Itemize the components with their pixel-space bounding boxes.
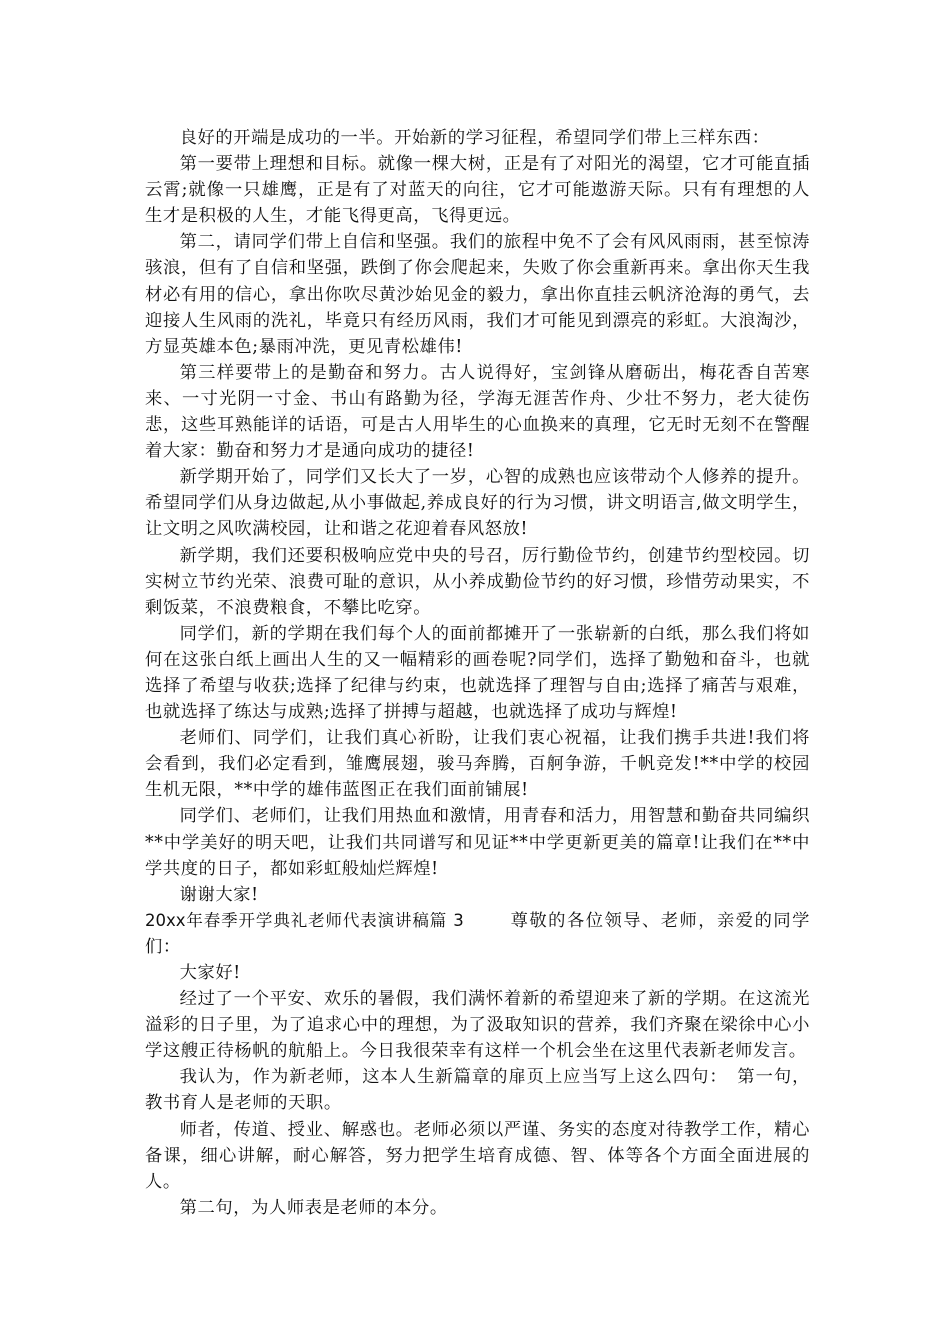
- paragraph: 经过了一个平安、欢乐的暑假，我们满怀着新的希望迎来了新的学期。在这流光溢彩的日子里，为了追求心中的理想，为了汲取知识的营养，我们齐聚在梁徐中心小学这艘正待杨帆的航船上。今日我很荣幸有这样一个机会坐在这里代表新老师发言。: [145, 989, 810, 1062]
- paragraph: 同学们，新的学期在我们每个人的面前都摊开了一张崭新的白纸，那么我们将如何在这张白纸上画出人生的又一幅精彩的画卷呢?同学们，选择了勤勉和奋斗，也就选择了希望与收获;选择了纪律与约束，也就选择了理智与自由;选择了痛苦与艰难，也就选择了练达与成熟;选择了拼搏与超越，也就选择了成功与辉煌!: [145, 623, 810, 723]
- paragraph: 第三样要带上的是勤奋和努力。古人说得好，宝剑锋从磨砺出，梅花香自苦寒来、一寸光阴一寸金、书山有路勤为径，学海无涯苦作舟、少壮不努力，老大徒伤悲，这些耳熟能详的话语，可是古人用毕生的心血换来的真理，它无时无刻不在警醒着大家：勤奋和努力才是通向成功的捷径!: [145, 362, 810, 462]
- paragraph: 大家好!: [179, 963, 241, 983]
- section-title: 20xx年春季开学典礼老师代表演讲稿篇 3: [145, 910, 464, 930]
- paragraph: 良好的开端是成功的一半。开始新的学习征程，希望同学们带上三样东西：: [179, 128, 770, 148]
- paragraph: 老师们、同学们，让我们真心祈盼，让我们衷心祝福，让我们携手共进!我们将会看到，我们必定看到，雏鹰展翅，骏马奔腾，百舸争游，千帆竞发!**中学的校园生机无限，**中学的雄伟蓝图正在我们面前铺展!: [145, 728, 810, 801]
- document-body: [145, 125, 810, 1221]
- paragraph: 第一要带上理想和目标。就像一棵大树，正是有了对阳光的渴望，它才可能直插云霄;就像一只雄鹰，正是有了对蓝天的向往，它才可能遨游天际。只有有理想的人生才是积极的人生，才能飞得更高，飞得更远。: [145, 154, 810, 227]
- paragraph: 第二句，为人师表是老师的本分。: [179, 1197, 448, 1218]
- paragraph: 同学们、老师们，让我们用热血和激情，用青春和活力，用智慧和勤奋共同编织**中学美好的明天吧，让我们共同谱写和见证**中学更新更美的篇章!让我们在**中学共度的日子，都如彩虹般灿烂辉煌!: [145, 806, 810, 879]
- paragraph: 新学期，我们还要积极响应党中央的号召，厉行勤俭节约，创建节约型校园。切实树立节约光荣、浪费可耻的意识，从小养成勤俭节约的好习惯，珍惜劳动果实，不剩饭菜，不浪费粮食，不攀比吃穿。: [145, 545, 810, 618]
- paragraph: 师者，传道、授业、解惑也。老师必须以严谨、务实的态度对待教学工作，精心备课，细心讲解，耐心解答，努力把学生培育成德、智、体等各个方面全面进展的人。: [145, 1119, 810, 1192]
- paragraph: 谢谢大家!: [179, 884, 259, 905]
- paragraph: 我认为，作为新老师，这本人生新篇章的扉页上应当写上这么四句： 第一句，教书育人是老师的天职。: [145, 1067, 810, 1114]
- paragraph: 新学期开始了，同学们又长大了一岁，心智的成熟也应该带动个人修养的提升。希望同学们从身边做起,从小事做起,养成良好的行为习惯，讲文明语言,做文明学生，让文明之风吹满校园，让和谐之花迎着春风怒放!: [145, 467, 810, 540]
- section-heading: [145, 908, 810, 960]
- paragraph: 第二，请同学们带上自信和坚强。我们的旅程中免不了会有风风雨雨，甚至惊涛骇浪，但有了自信和坚强，跌倒了你会爬起来，失败了你会重新再来。拿出你天生我材必有用的信心，拿出你吹尽黄沙始见金的毅力，拿出你直挂云帆济沧海的勇气，去迎接人生风雨的洗礼，毕竟只有经历风雨，我们才可能见到漂亮的彩虹。大浪淘沙，方显英雄本色;暴雨冲洗，更见青松雄伟!: [145, 232, 810, 357]
- greeting-text: 尊敬的各位领导、老师，亲爱的同学们：: [145, 910, 810, 957]
